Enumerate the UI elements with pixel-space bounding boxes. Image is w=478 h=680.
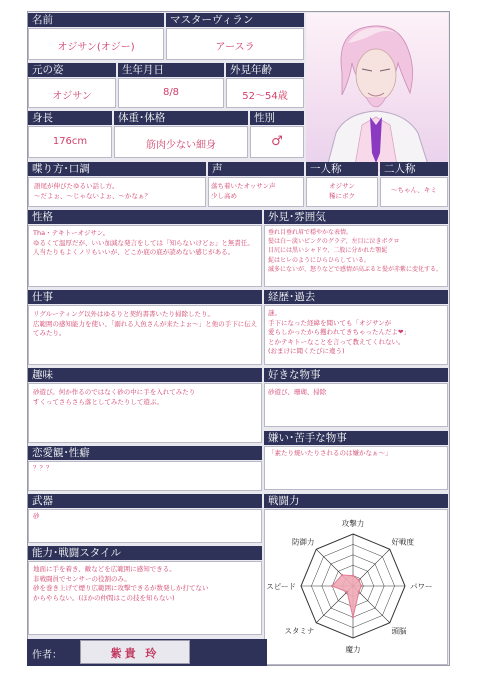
- second-person-value: 〜ちゃん、キミ: [391, 186, 437, 194]
- master-header: マスターヴィラン: [166, 13, 304, 27]
- radar-data-point: [341, 574, 343, 576]
- hobby-header: 趣味: [28, 368, 262, 382]
- radar-axis-label: 好戦度: [391, 537, 415, 547]
- age-header: 外見年齢: [226, 63, 304, 77]
- combat-header: 戦闘力: [264, 494, 448, 508]
- radar-data-point: [352, 574, 354, 576]
- original-value: オジサン: [52, 91, 92, 102]
- dislikes-header: 嫌い･苦手な物事: [264, 431, 448, 445]
- gender-header: 性別: [250, 111, 304, 125]
- radar-axis-label: パワー: [410, 582, 433, 591]
- hobby-value: 砂遊び。何か作るのではなく砂の中に手を入れてみたり すくってさらさら落としてみたりして遊ぶ。: [33, 388, 196, 406]
- radar-data-point: [352, 616, 354, 618]
- radar-data-point: [358, 591, 360, 593]
- age-value: 52〜54歳: [242, 91, 288, 102]
- weapon-value: 砂: [33, 512, 40, 520]
- radar-data-point: [358, 579, 360, 581]
- radar-axis-label: 攻撃力: [341, 519, 365, 528]
- ability-header: 能力･戦闘スタイル: [28, 546, 262, 560]
- personality-header: 性格: [28, 210, 262, 224]
- master-value: アースラ: [215, 42, 255, 53]
- radar-axis-label: 魔力: [345, 645, 361, 654]
- radar-data-point: [346, 591, 348, 593]
- ability-value: 地面に手を着き、敵などを広範囲に感知できる。 非戦闘員でセンサーの役割のみ。 砂を巻き上げて煙り広範囲に攻撃できるが数発しか打てない からやらない。(ほかの仲間はこの技を知らない): [33, 565, 209, 602]
- build-value: 筋肉少ない細身: [146, 140, 216, 151]
- birthday-value: 8/8: [162, 87, 180, 98]
- author-label: 作者：: [32, 650, 62, 661]
- speech-value: 語尾が伸びたゆるい話し方。 〜だよぉ、〜じゃないよぉ、〜かなぁ？: [34, 182, 151, 200]
- history-header: 経歴･過去: [264, 290, 448, 304]
- romance-value: ？？？: [33, 464, 53, 472]
- appearance-value: 垂れ目垂れ眉で穏やかな表情。 髪は白〜淡いピンクのグラデ、左目に泣きボクロ 目尻には黒いシャドウ、二股に分かれた顎髭 髭はヒレのようにひらひらしている。 滅多にないが、怒りなどで感情が高ぶると髪が赤紫に変化する。: [268, 229, 443, 273]
- likes-header: 好きな物事: [264, 368, 448, 382]
- likes-value: 砂遊び、珊瑚、掃除: [268, 388, 327, 396]
- gender-value: ♂: [271, 134, 283, 149]
- second-person-header: 二人称: [380, 162, 448, 176]
- original-header: 元の姿: [28, 63, 116, 77]
- name-value: オジサン(オジー): [57, 42, 135, 53]
- weapon-header: 武器: [28, 494, 262, 508]
- radar-axis-label: スタミナ: [284, 626, 315, 636]
- first-person-value: オジサン 稀にボク: [329, 182, 355, 200]
- dislikes-value: 「素たり焼いたりされるのは嫌かなぁ〜」: [268, 449, 392, 457]
- build-header: 体重･体格: [114, 111, 248, 125]
- height-value: 176cm: [52, 136, 88, 147]
- job-header: 仕事: [28, 290, 262, 304]
- job-value: リグルーティング以外はゆるりと契約書書いたり掃除したり。 広範囲の感知能力を使い、「溺れる人魚さんが来たよぉ〜」と他の手下に伝えてみたり。: [33, 310, 258, 337]
- author-name: 紫貴 玲: [110, 647, 160, 660]
- personality-value: Tha・テキトーオジサン。 ゆるくて温厚だが、いい加減な発言をしては「知らないけどぉ」と無責任。 人当たりもよくノリもいいが、どこか底の底が読めない感じがある。: [33, 229, 254, 256]
- history-value: 謎。 手下になった経緯を聞いても「オジサンが 愛らしかったから攫われてきちゃったんだよ❤」 とかテキトーなことを言って教えてくれない。 (おまけに聞くたびに違う): [268, 309, 410, 355]
- radar-data-point: [331, 585, 333, 587]
- voice-value: 落ち着いたオッサン声 少し高め: [211, 182, 276, 200]
- radar-axis-label: 防御力: [291, 537, 315, 547]
- name-header: 名前: [28, 13, 164, 27]
- radar-axis-label: 頭脳: [391, 626, 407, 636]
- romance-header: 恋愛観･性癖: [28, 446, 262, 460]
- appearance-header: 外見･雰囲気: [264, 210, 448, 224]
- voice-header: 声: [208, 162, 304, 176]
- radar-data-point: [360, 585, 362, 587]
- radar-axis-label: スピード: [266, 582, 296, 591]
- speech-header: 喋り方･口調: [28, 162, 206, 176]
- height-header: 身長: [28, 111, 112, 125]
- first-person-header: 一人称: [306, 162, 378, 176]
- birthday-header: 生年月日: [118, 63, 224, 77]
